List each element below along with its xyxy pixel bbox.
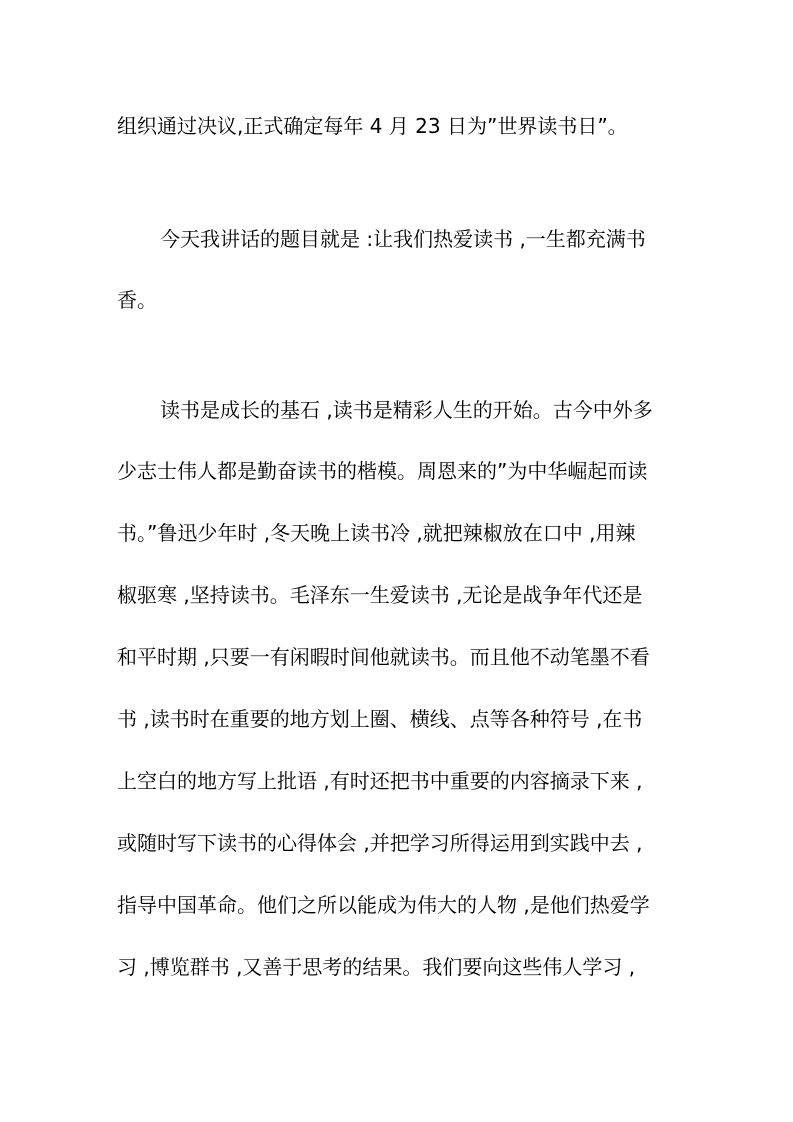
- paragraph-3-line-9: 指导中国革命。他们之所以能成为伟大的人物 ,是他们热爱学: [117, 893, 650, 917]
- paragraph-1-line-1: 组织通过决议,正式确定每年 4 月 23 日为”世界读书日”。: [117, 114, 628, 138]
- paragraph-3-line-6: 书 ,读书时在重要的地方划上圈、横线、点等各种符号 ,在书: [117, 707, 643, 731]
- paragraph-3-line-1: 读书是成长的基石 ,读书是精彩人生的开始。古今中外多: [160, 398, 653, 422]
- paragraph-3-line-5: 和平时期 ,只要一有闲暇时间他就读书。而且他不动笔墨不看: [117, 645, 650, 669]
- paragraph-3-line-4: 椒驱寒 ,坚持读书。毛泽东一生爱读书 ,无论是战争年代还是: [117, 583, 643, 607]
- paragraph-3-line-7: 上空白的地方写上批语 ,有时还把书中重要的内容摘录下来 ,: [117, 769, 643, 793]
- paragraph-3-line-3: 书。”鲁迅少年时 ,冬天晚上读书冷 ,就把辣椒放在口中 ,用辣: [117, 521, 636, 545]
- paragraph-3-line-10: 习 ,博览群书 ,又善于思考的结果。我们要向这些伟人学习 ,: [117, 955, 636, 979]
- paragraph-3-line-8: 或随时写下读书的心得体会 ,并把学习所得运用到实践中去 ,: [117, 831, 643, 855]
- paragraph-2-line-1: 今天我讲话的题目就是 :让我们热爱读书 ,一生都充满书: [160, 227, 646, 251]
- paragraph-2-line-2: 香。: [117, 288, 157, 312]
- paragraph-3-line-2: 少志士伟人都是勤奋读书的楷模。周恩来的”为中华崛起而读: [117, 459, 648, 483]
